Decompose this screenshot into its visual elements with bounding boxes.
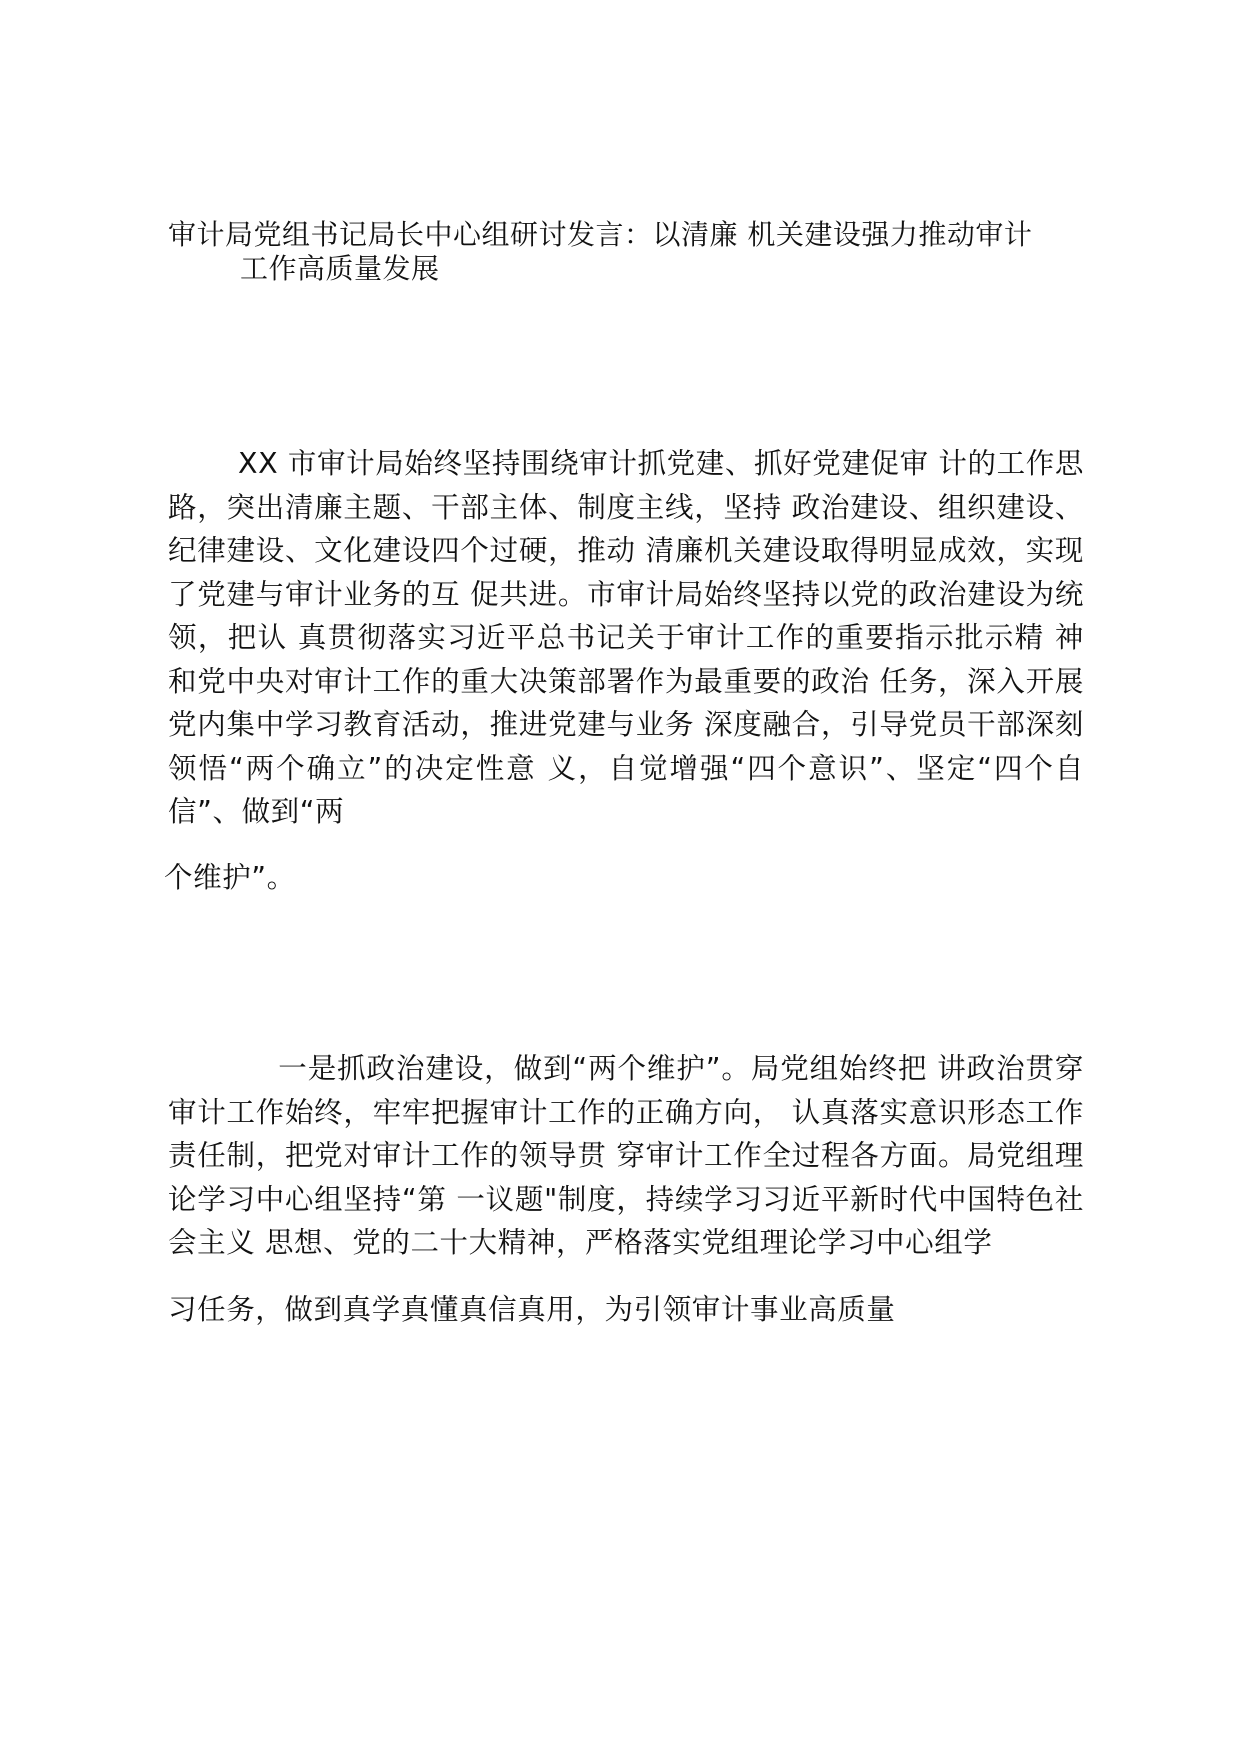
paragraph-2-last-line: 习任务，做到真学真懂真信真用，为引领审计事业高质量 [168,1293,896,1326]
title-line-2: 工作高质量发展 [240,252,440,285]
paragraph-1-text: XX 市审计局始终坚持围绕审计抓党建、抓好党建促审 计的工作思路，突出清廉主题、干部主体、制度主线，坚持 政治建设、组织建设、纪律建设、文化建设四个过硬，推动 清廉机关建设取得明显成效，实现了党建与审计业务的互 促共进。市审计局始终坚持以党的政治建设为统领，把认 真贯彻落实习近平总书记关于审计工作的重要指示批示精 神和党中央对审计工作的重大决策部署作为最重要的政治 任务，深入开展党内集中学习教育活动，推进党建与业务 深度融合，引导党员干部深刻领悟“两个确立”的决定性意 义，自觉增强“四个意识”、坚定“四个自信”、做到“两 [168,447,1084,828]
paragraph-2 [168,1047,1084,1265]
paragraph-2-text: 一是抓政治建设，做到“两个维护”。局党组始终把 讲政治贯穿审计工作始终，牢牢把握审计工作的正确方向， 认真落实意识形态工作责任制，把党对审计工作的领导贯 穿审计工作全过程各方面。局党组理论学习中心组坚持“第 一议题"制度，持续学习习近平新时代中国特色社会主义 思想、党的二十大精神，严格落实党组理论学习中心组学 [168,1052,1084,1259]
paragraph-1 [168,442,1084,834]
paragraph-1-tail: 个维护”。 [164,861,296,894]
title-line-1: 审计局党组书记局长中心组研讨发言：以清廉 机关建设强力推动审计 [168,218,1033,251]
document-title [168,218,1088,286]
